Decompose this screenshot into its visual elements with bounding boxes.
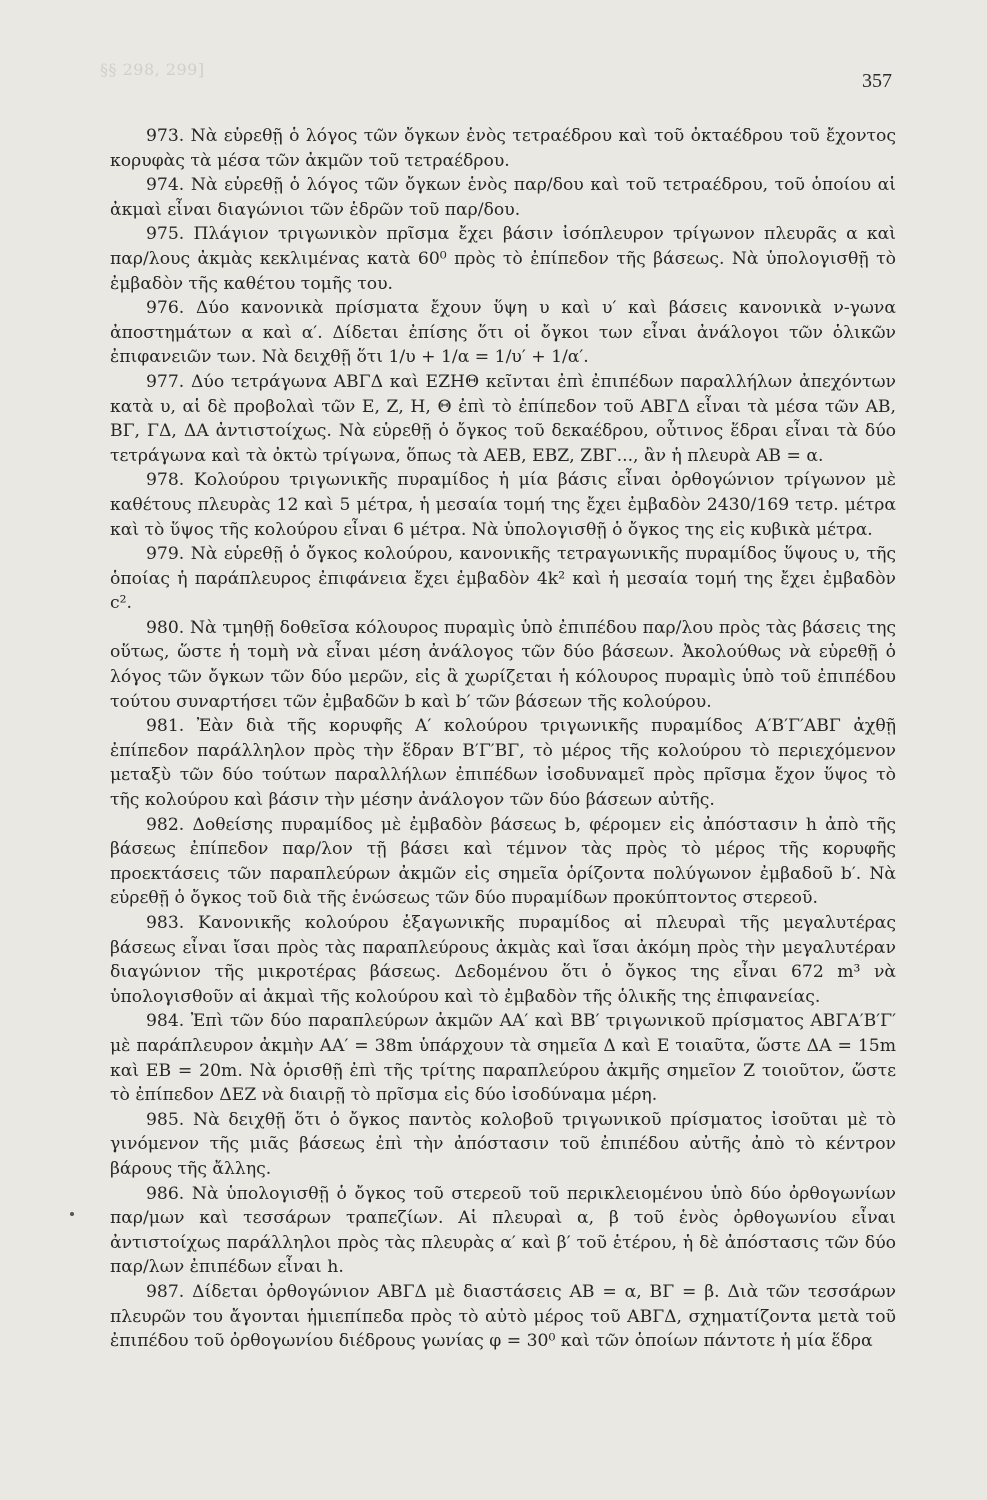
problem-number: 976.: [146, 298, 185, 319]
problem-number: 978.: [146, 470, 185, 491]
problem-text: Δοθείσης πυραμίδος μὲ ἐμβαδὸν βάσεως b, φέρομεν εἰς ἀπόστασιν h ἀπὸ τῆς βάσεως ἐπίπεδον παρ/λον τῇ βάσει καὶ τέμνον τὰς πρὸς τὸ μέρος τῆς κορυφῆς προεκτάσεις τῶν παραπλεύρων ἀκμῶν εἰς σημεῖα ὁρίζοντα πολύγωνον ἐμβαδοῦ b′. Νὰ εὑρεθῇ ὁ ὄγκος τοῦ διὰ τῆς ἑνώσεως τῶν δύο πυραμίδων προκύπτοντος στερεοῦ.: [110, 814, 897, 909]
problem-text: Νὰ ὑπολογισθῇ ὁ ὄγκος τοῦ στερεοῦ τοῦ περικλειομένου ὑπὸ δύο ὀρθογωνίων παρ/μων καὶ τεσσάρων τραπεζίων. Αἱ πλευραὶ α, β τοῦ ἑνὸς ὀρθογωνίου εἶναι ἀντιστοίχως παράλληλοι πρὸς τὰς πλευρὰς α′ καὶ β′ τοῦ ἑτέρου, ἡ δὲ ἀπόστασις τῶν δύο παρ/λων ἐπιπέδων εἶναι h.: [110, 1183, 896, 1278]
problem-number: 974.: [146, 175, 185, 196]
page-number: 357: [862, 70, 892, 92]
problem-number: 975.: [146, 224, 185, 245]
problem-text: Δύο τετράγωνα ΑΒΓΔ καὶ ΕΖΗΘ κεῖνται ἐπὶ ἐπιπέδων παραλλήλων ἀπεχόντων κατὰ υ, αἱ δὲ προβολαὶ τῶν Ε, Ζ, Η, Θ ἐπὶ τὸ ἐπίπεδον τοῦ ΑΒΓΔ εἶναι τὰ μέσα τῶν ΑΒ, ΒΓ, ΓΔ, ΔΑ ἀντιστοίχως. Νὰ εὑρεθῇ ὁ ὄγκος τοῦ δεκαέδρου, οὗτινος ἕδραι εἶναι τὰ δύο τετράγωνα καὶ τὰ ὀκτὼ τρίγωνα, ὅπως τὰ ΑΕΒ, ΕΒΖ, ΖΒΓ..., ἂν ἡ πλευρὰ ΑΒ = α.: [110, 371, 897, 466]
problem-number: 984.: [146, 1011, 185, 1032]
problem-number: 981.: [146, 716, 185, 737]
problem-text: Νὰ εὑρεθῇ ὁ ὄγκος κολούρου, κανονικῆς τετραγωνικῆς πυραμίδος ὕψους υ, τῆς ὁποίας ἡ παράπλευρος ἐπιφάνεια ἔχει ἐμβαδὸν 4k² καὶ ἡ μεσαία τομή της ἔχει ἐμβαδὸν c².: [110, 544, 896, 614]
problem-text: Δύο κανονικὰ πρίσματα ἔχουν ὕψη υ καὶ υ′ καὶ βάσεις κανονικὰ ν-γωνα ἀποστημάτων α καὶ α′. Δίδεται ἐπίσης ὅτι οἱ ὄγκοι των εἶναι ἀνάλογοι τῶν ὁλικῶν ἐπιφανειῶν των. Νὰ δειχθῇ ὅτι 1/υ + 1/α = 1/υ′ + 1/α′.: [110, 298, 896, 368]
problem-text: Νὰ τμηθῇ δοθεῖσα κόλουρος πυραμὶς ὑπὸ ἐπιπέδου παρ/λου πρὸς τὰς βάσεις της οὕτως, ὥστε ἡ τομὴ νὰ εἶναι μέση ἀνάλογος τῶν δύο βάσεων. Ἀκολούθως νὰ εὑρεθῇ ὁ λόγος τῶν ὄγκων τῶν δύο μερῶν, εἰς ἃ χωρίζεται ἡ κόλουρος πυραμὶς ὑπὸ τοῦ ἐπιπέδου τούτου συναρτήσει τῶν ἐμβαδῶν b καὶ b′ τῶν βάσεων τῆς κολούρου.: [110, 617, 897, 712]
problem-text: Ἐὰν διὰ τῆς κορυφῆς Α′ κολούρου τριγωνικῆς πυραμίδος Α′Β′Γ′ΑΒΓ ἀχθῇ ἐπίπεδον παράλληλον πρὸς τὴν ἕδραν Β′Γ′ΒΓ, τὸ μέρος τῆς κολούρου τὸ περιεχόμενον μεταξὺ τῶν δύο τούτων παραλλήλων ἐπιπέδων ἰσοδυναμεῖ πρὸς πρῖσμα ἔχον ὕψος τὸ τῆς κολούρου καὶ βάσιν τὴν μέσην ἀνάλογον τῶν δύο βάσεων αὐτῆς.: [110, 716, 896, 811]
problem-975: [110, 222, 896, 296]
problem-985: [110, 1108, 896, 1182]
problem-number: 985.: [146, 1109, 185, 1130]
problem-987: [110, 1280, 896, 1354]
problem-979: [110, 542, 896, 616]
problem-978: [110, 468, 896, 542]
problem-list: [110, 124, 896, 1354]
problem-text: Ἐπὶ τῶν δύο παραπλεύρων ἀκμῶν ΑΑ′ καὶ ΒΒ′ τριγωνικοῦ πρίσματος ΑΒΓΑ′Β′Γ′ μὲ παράπλευρον ἀκμὴν ΑΑ′ = 38m ὑπάρχουν τὰ σημεῖα Δ καὶ Ε τοιαῦτα, ὥστε ΔΑ = 15m καὶ ΕΒ = 20m. Νὰ ὁρισθῇ ἐπὶ τῆς τρίτης παραπλεύρου ἀκμῆς σημεῖον Ζ τοιοῦτον, ὥστε τὸ ἐπίπεδον ΔΕΖ νὰ διαιρῇ τὸ πρῖσμα εἰς δύο ἰσοδύναμα μέρη.: [110, 1011, 896, 1106]
problem-number: 986.: [146, 1183, 185, 1204]
problem-text: Κολούρου τριγωνικῆς πυραμίδος ἡ μία βάσις εἶναι ὀρθογώνιον τρίγωνον μὲ καθέτους πλευρὰς 12 καὶ 5 μέτρα, ἡ μεσαία τομή της ἔχει ἐμβαδὸν 2430/169 τετρ. μέτρα καὶ τὸ ὕψος τῆς κολούρου εἶναι 6 μέτρα. Νὰ ὑπολογισθῇ ὁ ὄγκος της εἰς κυβικὰ μέτρα.: [110, 470, 896, 540]
problem-986: [110, 1182, 896, 1280]
bleed-through-header: §§ 298, 299]: [100, 60, 205, 79]
problem-976: [110, 296, 896, 370]
problem-text: Κανονικῆς κολούρου ἑξαγωνικῆς πυραμίδος αἱ πλευραὶ τῆς μεγαλυτέρας βάσεως εἶναι ἴσαι πρὸς τὰς παραπλεύρους ἀκμὰς καὶ ἴσαι ἀκόμη πρὸς τὴν μεγαλυτέραν διαγώνιον τῆς μικροτέρας βάσεως. Δεδομένου ὅτι ὁ ὄγκος της εἶναι 672 m³ νὰ ὑπολογισθοῦν αἱ ἀκμαὶ τῆς κολούρου καὶ τὸ ἐμβαδὸν τῆς ὁλικῆς της ἐπιφανείας.: [110, 913, 896, 1007]
problem-984: [110, 1009, 896, 1107]
problem-974: [110, 173, 896, 222]
margin-dot: [70, 1212, 74, 1216]
problem-number: 982.: [146, 814, 185, 835]
problem-981: [110, 714, 896, 812]
problem-text: Πλάγιον τριγωνικὸν πρῖσμα ἔχει βάσιν ἰσόπλευρον τρίγωνον πλευρᾶς α καὶ παρ/λους ἀκμὰς κεκλιμένας κατὰ 60⁰ πρὸς τὸ ἐπίπεδον τῆς βάσεως. Νὰ ὑπολογισθῇ τὸ ἐμβαδὸν τῆς καθέτου τομῆς του.: [110, 224, 896, 294]
problem-973: [110, 124, 896, 173]
problem-983: [110, 911, 896, 1009]
problem-number: 987.: [146, 1281, 185, 1302]
problem-text: Νὰ δειχθῇ ὅτι ὁ ὄγκος παντὸς κολοβοῦ τριγωνικοῦ πρίσματος ἰσοῦται μὲ τὸ γινόμενον τῆς μιᾶς βάσεως ἐπὶ τὴν ἀπόστασιν τοῦ ἐπιπέδου αὐτῆς ἀπὸ τὸ κέντρον βάρους τῆς ἄλλης.: [110, 1109, 896, 1179]
problem-982: [110, 813, 896, 911]
problem-980: [110, 616, 896, 714]
problem-text: Δίδεται ὀρθογώνιον ΑΒΓΔ μὲ διαστάσεις ΑΒ = α, ΒΓ = β. Διὰ τῶν τεσσάρων πλευρῶν του ἄγονται ἡμιεπίπεδα πρὸς τὸ αὐτὸ μέρος τοῦ ΑΒΓΔ, σχηματίζοντα μετὰ τοῦ ἐπιπέδου τοῦ ὀρθογωνίου διέδρους γωνίας φ = 30⁰ καὶ τῶν ὁποίων πάντοτε ἡ μία ἕδρα: [110, 1281, 897, 1352]
problem-number: 977.: [146, 371, 185, 392]
problem-number: 973.: [146, 126, 185, 146]
problem-text: Νὰ εὑρεθῇ ὁ λόγος τῶν ὄγκων ἑνὸς τετραέδρου καὶ τοῦ ὀκταέδρου τοῦ ἔχοντος κορυφὰς τὰ μέσα τῶν ἀκμῶν τοῦ τετραέδρου.: [110, 126, 896, 171]
problem-977: [110, 370, 896, 468]
problem-number: 980.: [146, 617, 185, 638]
problem-number: 983.: [146, 913, 185, 933]
problem-number: 979.: [146, 544, 185, 565]
problem-text: Νὰ εὑρεθῇ ὁ λόγος τῶν ὄγκων ἑνὸς παρ/δου καὶ τοῦ τετραέδρου, τοῦ ὁποίου αἱ ἀκμαὶ εἶναι διαγώνιοι τῶν ἑδρῶν τοῦ παρ/δου.: [110, 175, 896, 220]
